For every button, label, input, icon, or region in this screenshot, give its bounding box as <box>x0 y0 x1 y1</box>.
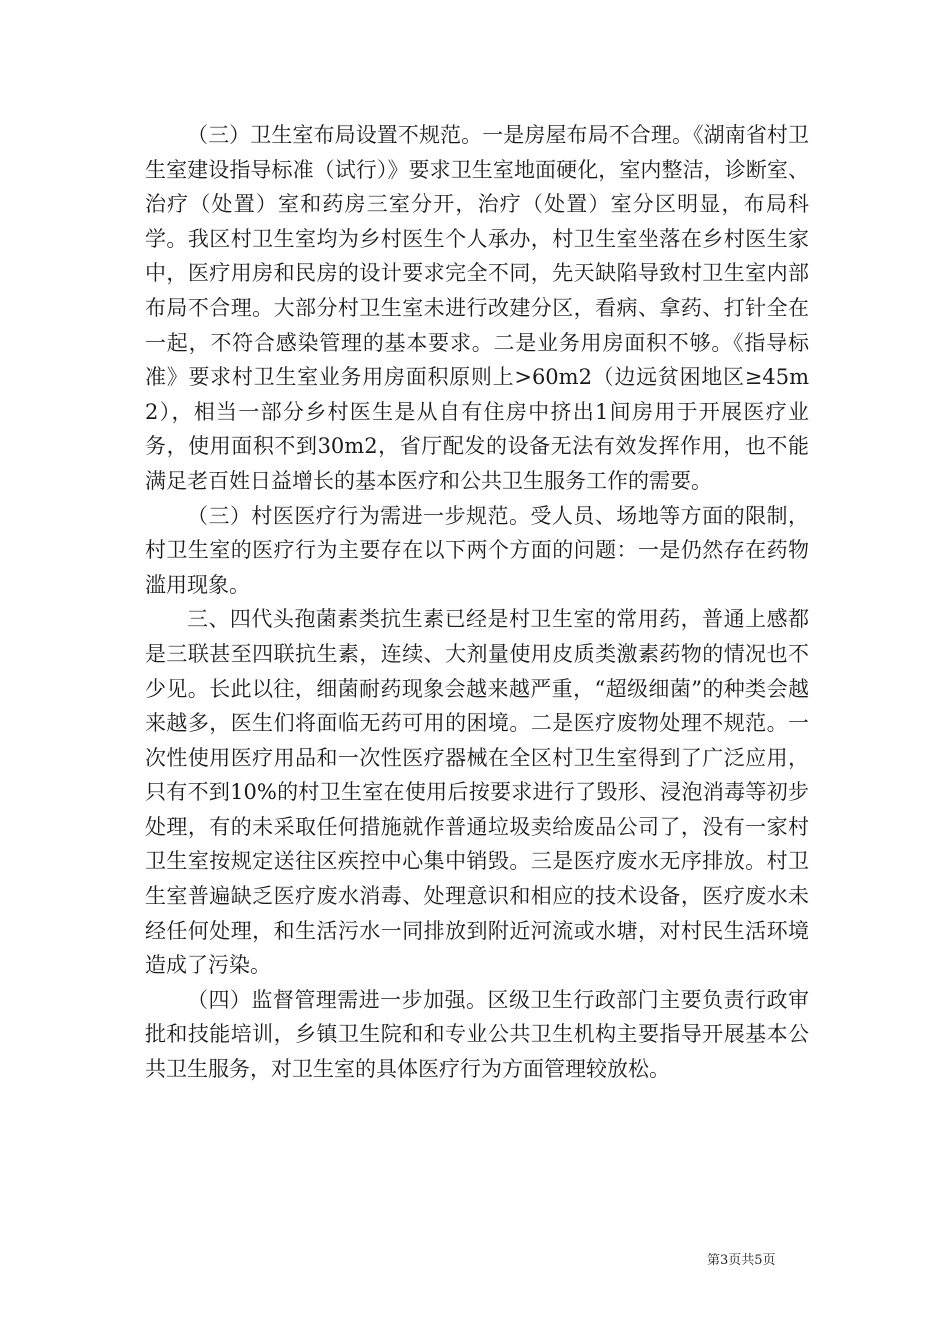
paragraph-layout: （三）卫生室布局设置不规范。一是房屋布局不合理。《湖南省村卫生室建设指导标准（试行）》要求卫生室地面硬化，室内整洁，诊断室、治疗（处置）室和药房三室分开，治疗（处置）室分区明显，布局科学。我区村卫生室均为乡村医生个人承办，村卫生室坐落在乡村医生家中，医疗用房和民房的设计要求完全不同，先天缺陷导致村卫生室内部布局不合理。大部分村卫生室未进行改建分区，看病、拿药、打针全在一起，不符合感染管理的基本要求。二是业务用房面积不够。《指导标准》要求村卫生室业务用房面积原则上>60m2（边远贫困地区≥45m2），相当一部分乡村医生是从自有住房中挤出1间房用于开展医疗业务，使用面积不到30m2，省厅配发的设备无法有效发挥作用，也不能满足老百姓日益增长的基本医疗和公共卫生服务工作的需要。 <box>145 123 809 493</box>
paragraph-medical-behavior: （三）村医医疗行为需进一步规范。受人员、场地等方面的限制，村卫生室的医疗行为主要存在以下两个方面的问题：一是仍然存在药物滥用现象。 <box>145 503 809 597</box>
document-body <box>145 118 809 1087</box>
paragraph-supervision: （四）监督管理需进一步加强。区级卫生行政部门主要负责行政审批和技能培训，乡镇卫生院和和专业公共卫生机构主要指导开展基本公共卫生服务，对卫生室的具体医疗行为方面管理较放松。 <box>145 987 809 1082</box>
page-number: 第3页共5页 <box>707 1253 776 1268</box>
paragraph-antibiotics: 三、四代头孢菌素类抗生素已经是村卫生室的常用药，普通上感都是三联甚至四联抗生素，连续、大剂量使用皮质类激素药物的情况也不少见。长此以往，细菌耐药现象会越来越严重，“超级细菌”的种类会越来越多，医生们将面临无药可用的困境。二是医疗废物处理不规范。一次性使用医疗用品和一次性医疗器械在全区村卫生室得到了广泛应用，只有不到10%的村卫生室在使用后按要求进行了毁形、浸泡消毒等初步处理，有的未采取任何措施就作普通垃圾卖给废品公司了，没有一家村卫生室按规定送往区疾控中心集中销毁。三是医疗废水无序排放。村卫生室普遍缺乏医疗废水消毒、处理意识和相应的技术设备，医疗废水未经任何处理，和生活污水一同排放到附近河流或水塘，对村民生活环境造成了污染。 <box>145 607 809 978</box>
